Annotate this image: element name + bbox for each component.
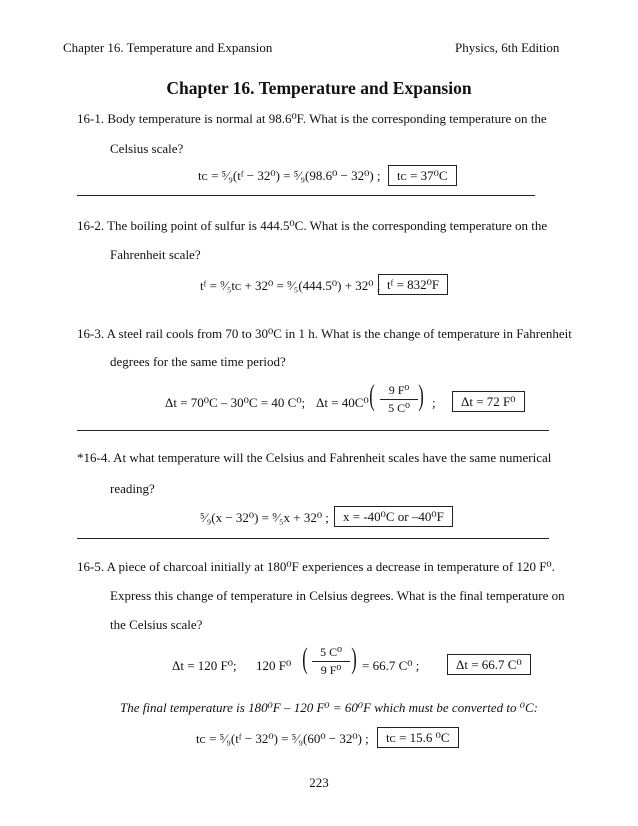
divider: [77, 538, 549, 539]
problem-16-3-equation-c: ;: [432, 395, 436, 410]
divider: [77, 195, 535, 196]
problem-16-4-answer-box: x = -40⁰C or –40⁰F: [334, 506, 453, 527]
problem-16-1-answer-box: tᴄ = 37⁰C: [388, 165, 457, 186]
problem-16-5-equation-final: tᴄ = ⁵⁄₉(tᶠ − 32⁰) = ⁵⁄₉(60⁰ − 32⁰) ;: [196, 731, 369, 746]
problem-16-2-line1: 16-2. The boiling point of sulfur is 444.5⁰C. What is the corresponding temperature on the: [77, 218, 548, 233]
problem-16-5-final-answer-box: tᴄ = 15.6 ⁰C: [377, 727, 459, 748]
problem-16-2-line2: Fahrenheit scale?: [110, 247, 201, 262]
problem-16-5-equation-b: 120 F⁰: [256, 658, 292, 673]
fraction-bar: [380, 399, 418, 400]
left-paren: (: [369, 379, 375, 412]
right-paren: ): [418, 379, 424, 412]
problem-16-2-answer-box: tᶠ = 832⁰F: [378, 274, 448, 295]
header-left: Chapter 16. Temperature and Expansion: [63, 40, 273, 55]
problem-16-5-line3: the Celsius scale?: [110, 617, 203, 632]
right-paren: ): [351, 642, 357, 675]
problem-16-5-equation-c: = 66.7 C⁰ ;: [362, 658, 420, 673]
divider: [77, 430, 549, 431]
left-paren: (: [302, 642, 308, 675]
problem-16-5-equation-a: Δt = 120 F⁰;: [172, 658, 237, 673]
problem-16-5-frac-num: 5 C⁰: [320, 645, 342, 659]
problem-16-3-line1: 16-3. A steel rail cools from 70 to 30⁰C in 1 h. What is the change of temperature in Fahrenheit: [77, 326, 572, 341]
problem-16-5-answer-box: Δt = 66.7 C⁰: [447, 654, 531, 675]
problem-16-3-equation-b: Δt = 40C⁰: [316, 395, 369, 410]
fraction-bar: [312, 661, 350, 662]
problem-16-1-equation: tᴄ = ⁵⁄₉(tᶠ − 32⁰) = ⁵⁄₉(98.6⁰ − 32⁰) ;: [198, 168, 381, 183]
problem-16-3-line2: degrees for the same time period?: [110, 354, 286, 369]
header-right: Physics, 6th Edition: [455, 40, 560, 55]
problem-16-2-equation: tᶠ = ⁹⁄₅tᴄ + 32⁰ = ⁹⁄₅(444.5⁰) + 32⁰ ;: [200, 278, 381, 293]
problem-16-5-line1: 16-5. A piece of charcoal initially at 180⁰F experiences a decrease in temperature of 120 F⁰.: [77, 559, 555, 574]
problem-16-4-line2: reading?: [110, 481, 155, 496]
problem-16-4-line1: *16-4. At what temperature will the Celsius and Fahrenheit scales have the same numerical: [77, 450, 552, 465]
problem-16-4-equation: ⁵⁄₉(x − 32⁰) = ⁹⁄₅x + 32⁰ ;: [200, 510, 329, 525]
problem-16-3-frac-den: 5 C⁰: [388, 401, 410, 415]
problem-16-5-line2: Express this change of temperature in Celsius degrees. What is the final temperature on: [110, 588, 565, 603]
problem-16-5-note: The final temperature is 180⁰F – 120 F⁰ = 60⁰F which must be converted to ⁰C:: [120, 700, 538, 715]
problem-16-1-line2: Celsius scale?: [110, 141, 184, 156]
problem-16-5-frac-den: 9 F⁰: [320, 663, 342, 677]
problem-16-3-equation-a: Δt = 70⁰C – 30⁰C = 40 C⁰;: [165, 395, 306, 410]
page-number: 223: [309, 775, 329, 790]
problem-16-3-answer-box: Δt = 72 F⁰: [452, 391, 525, 412]
page-title: Chapter 16. Temperature and Expansion: [166, 78, 472, 98]
problem-16-1-line1: 16-1. Body temperature is normal at 98.6⁰F. What is the corresponding temperature on the: [77, 111, 547, 126]
problem-16-3-frac-num: 9 F⁰: [388, 383, 410, 397]
